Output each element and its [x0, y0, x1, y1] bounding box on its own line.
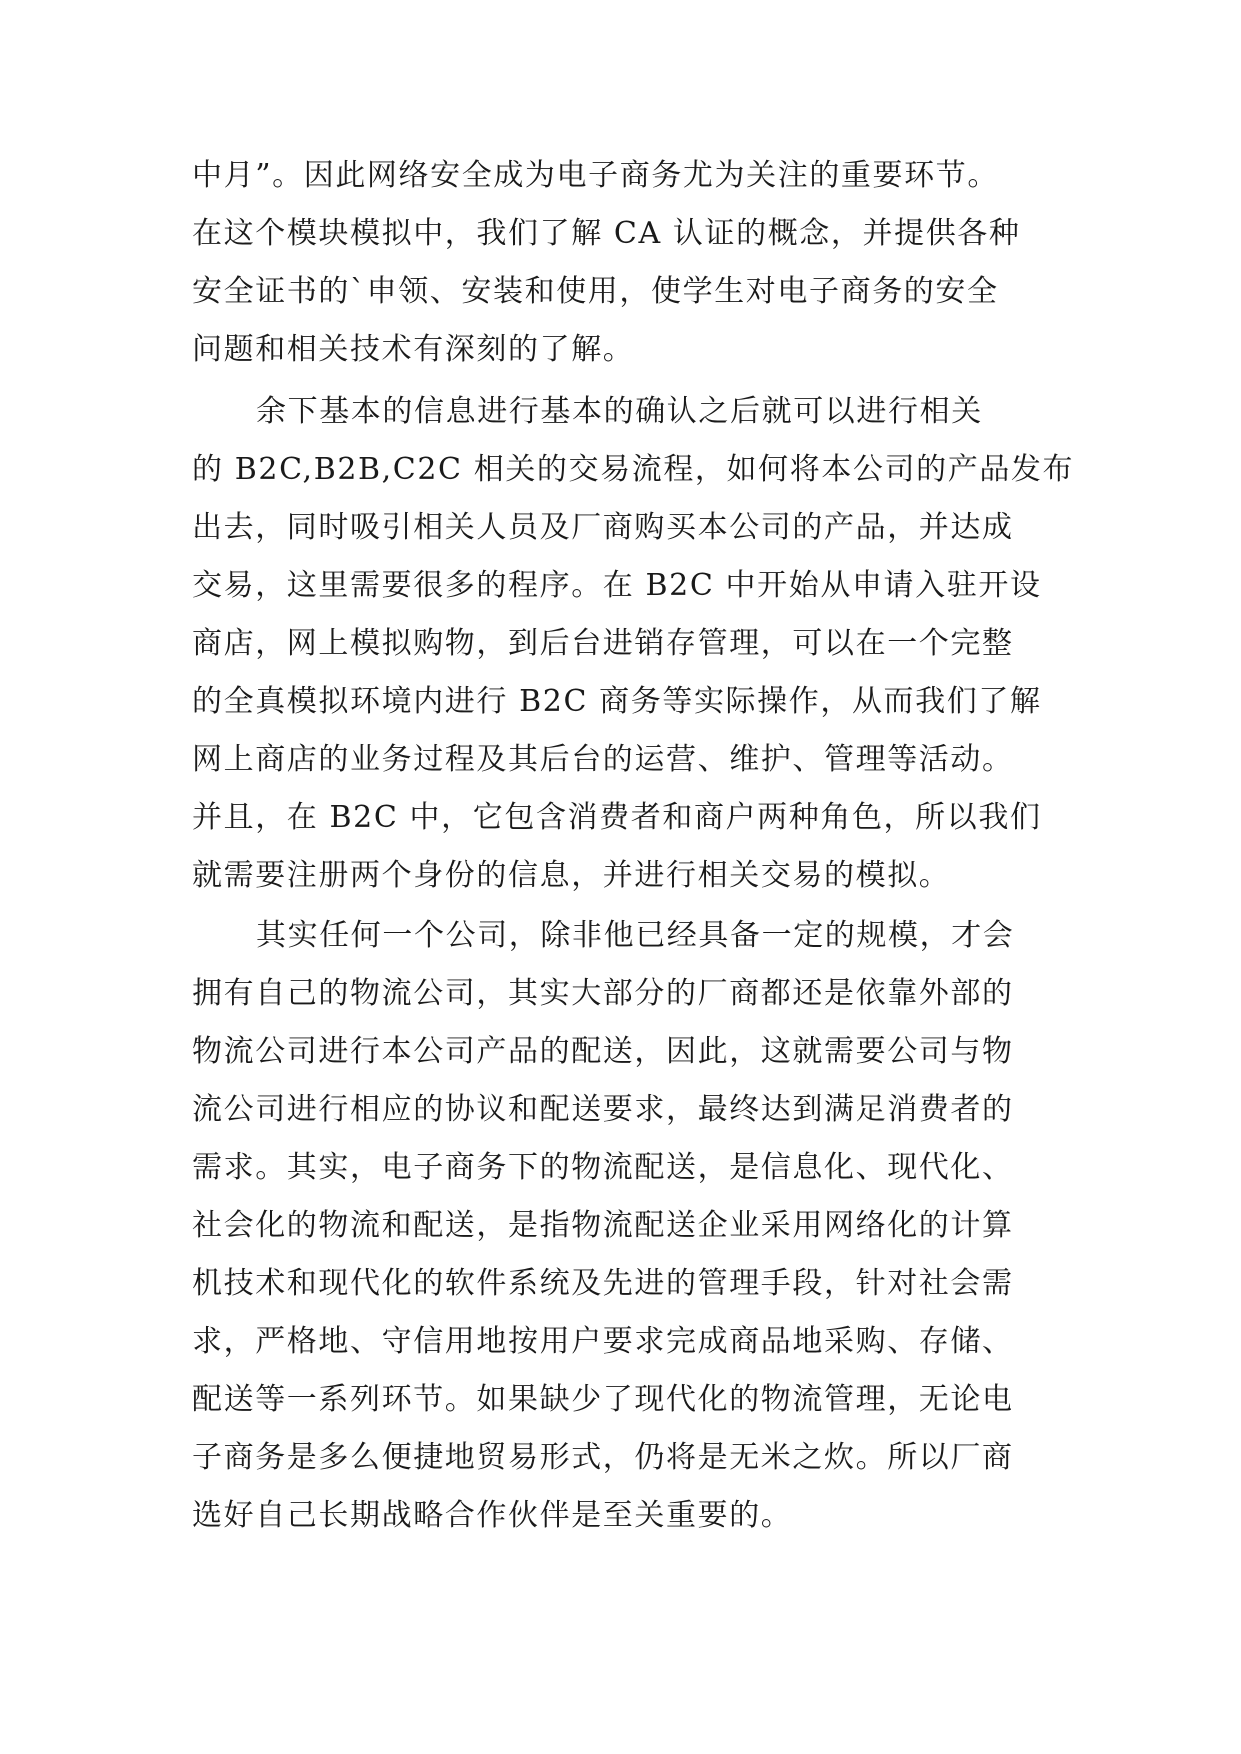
text-line: 网上商店的业务过程及其后台的运营、维护、管理等活动。	[192, 742, 1014, 777]
text-line: 求，严格地、守信用地按用户要求完成商品地采购、存储、	[192, 1324, 1014, 1359]
text-line: 社会化的物流和配送，是指物流配送企业采用网络化的计算	[192, 1208, 1014, 1243]
paragraph-first-line: 余下基本的信息进行基本的确认之后就可以进行相关	[256, 394, 983, 429]
text-line: 商店，网上模拟购物，到后台进销存管理，可以在一个完整	[192, 626, 1014, 661]
text-line: 子商务是多么便捷地贸易形式，仍将是无米之炊。所以厂商	[192, 1440, 1014, 1475]
text-line: 选好自己长期战略合作伙伴是至关重要的。	[192, 1498, 793, 1533]
text-line: 的全真模拟环境内进行 B2C 商务等实际操作，从而我们了解	[192, 684, 1042, 719]
text-line: 安全证书的`申领、安装和使用，使学生对电子商务的安全	[192, 274, 999, 309]
text-line: 并且，在 B2C 中，它包含消费者和商户两种角色，所以我们	[192, 800, 1042, 835]
text-line: 拥有自己的物流公司，其实大部分的厂商都还是依靠外部的	[192, 976, 1014, 1011]
text-line: 中月”。因此网络安全成为电子商务尤为关注的重要环节。	[192, 158, 999, 193]
paragraph-first-line: 其实任何一个公司，除非他已经具备一定的规模，才会	[256, 918, 1015, 953]
text-line: 出去，同时吸引相关人员及厂商购买本公司的产品，并达成	[192, 510, 1014, 545]
text-line: 在这个模块模拟中，我们了解 CA 认证的概念，并提供各种	[192, 216, 1021, 251]
text-line: 机技术和现代化的软件系统及先进的管理手段，针对社会需	[192, 1266, 1014, 1301]
text-line: 就需要注册两个身份的信息，并进行相关交易的模拟。	[192, 858, 951, 893]
text-line: 问题和相关技术有深刻的了解。	[192, 332, 635, 367]
text-line: 的 B2C,B2B,C2C 相关的交易流程，如何将本公司的产品发布	[192, 452, 1075, 487]
text-line: 需求。其实，电子商务下的物流配送，是信息化、现代化、	[192, 1150, 1014, 1185]
text-line: 交易，这里需要很多的程序。在 B2C 中开始从申请入驻开设	[192, 568, 1042, 603]
text-line: 配送等一系列环节。如果缺少了现代化的物流管理，无论电	[192, 1382, 1014, 1417]
text-line: 流公司进行相应的协议和配送要求，最终达到满足消费者的	[192, 1092, 1014, 1127]
text-line: 物流公司进行本公司产品的配送，因此，这就需要公司与物	[192, 1034, 1014, 1069]
